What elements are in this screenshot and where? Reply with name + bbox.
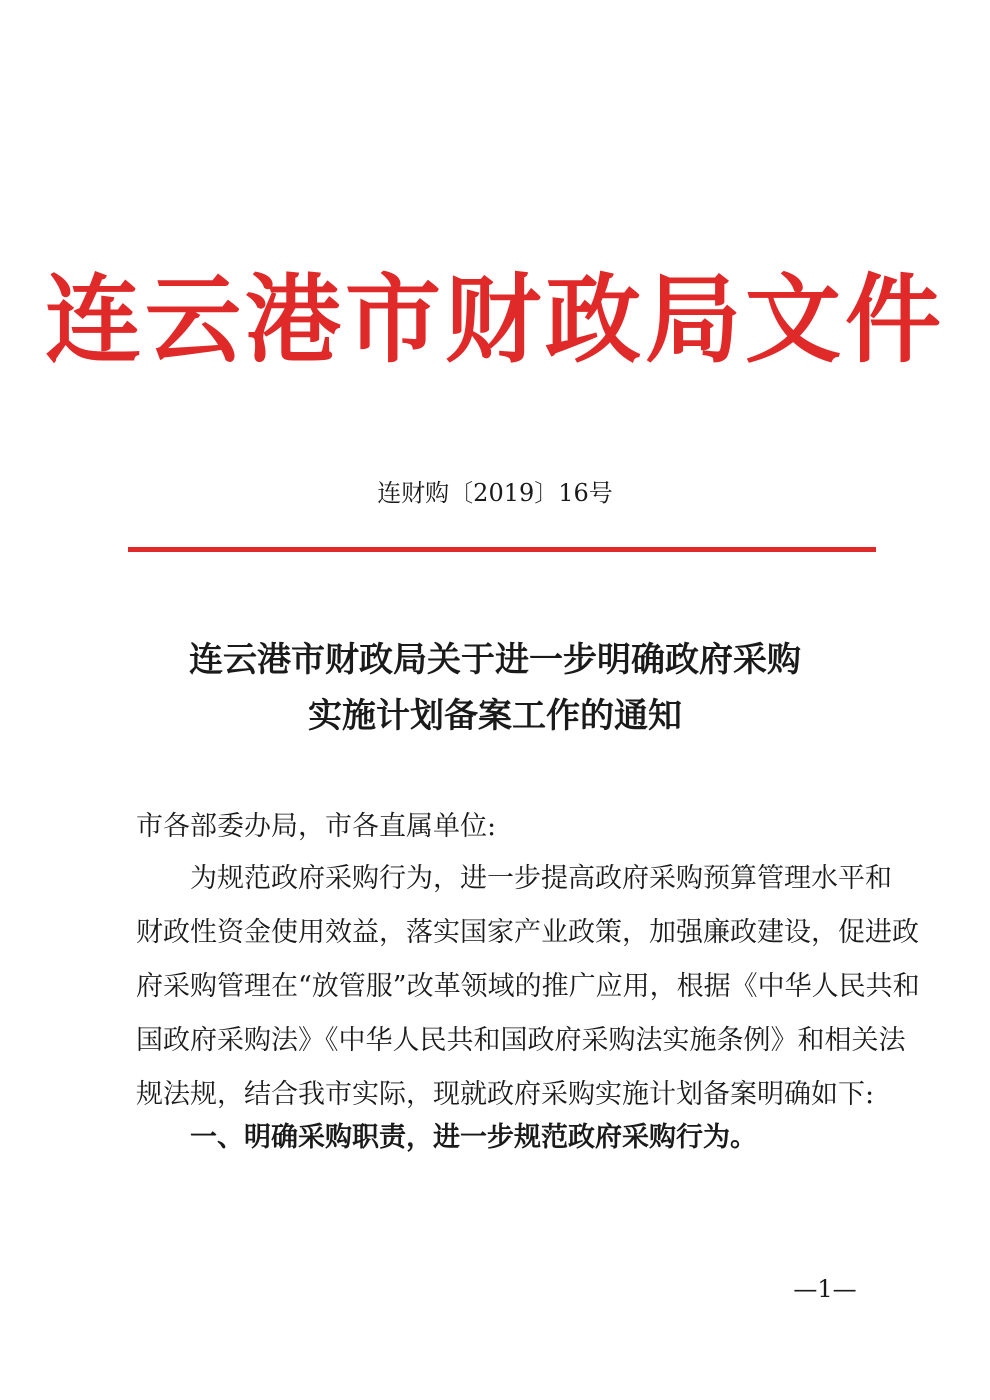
- section-heading-1: 一、明确采购职责，进一步规范政府采购行为。: [190, 1122, 757, 1153]
- paragraph-line-3: 府采购管理在“放管服”改革领域的推广应用，根据《中华人民共和: [136, 971, 920, 1002]
- red-divider-line: [128, 547, 876, 552]
- paragraph-line-4: 国政府采购法》《中华人民共和国政府采购法实施条例》和相关法: [136, 1025, 906, 1056]
- addressee: 市各部委办局，市各直属单位:: [136, 811, 497, 842]
- notice-title-line-2: 实施计划备案工作的通知: [308, 696, 682, 736]
- paragraph-line-1: 为规范政府采购行为，进一步提高政府采购预算管理水平和: [190, 863, 892, 894]
- notice-title-line-1: 连云港市财政局关于进一步明确政府采购: [189, 640, 801, 680]
- paragraph-line-5: 规法规，结合我市实际，现就政府采购实施计划备案明确如下:: [136, 1079, 875, 1110]
- document-header-title: 连云港市财政局文件: [45, 264, 945, 376]
- document-number: 连财购〔2019〕16号: [377, 479, 613, 507]
- body-paragraph: [136, 852, 920, 1122]
- notice-title: [0, 632, 990, 744]
- page-number: —1—: [793, 1275, 857, 1303]
- paragraph-line-2: 财政性资金使用效益，落实国家产业政策，加强廉政建设，促进政: [136, 917, 919, 948]
